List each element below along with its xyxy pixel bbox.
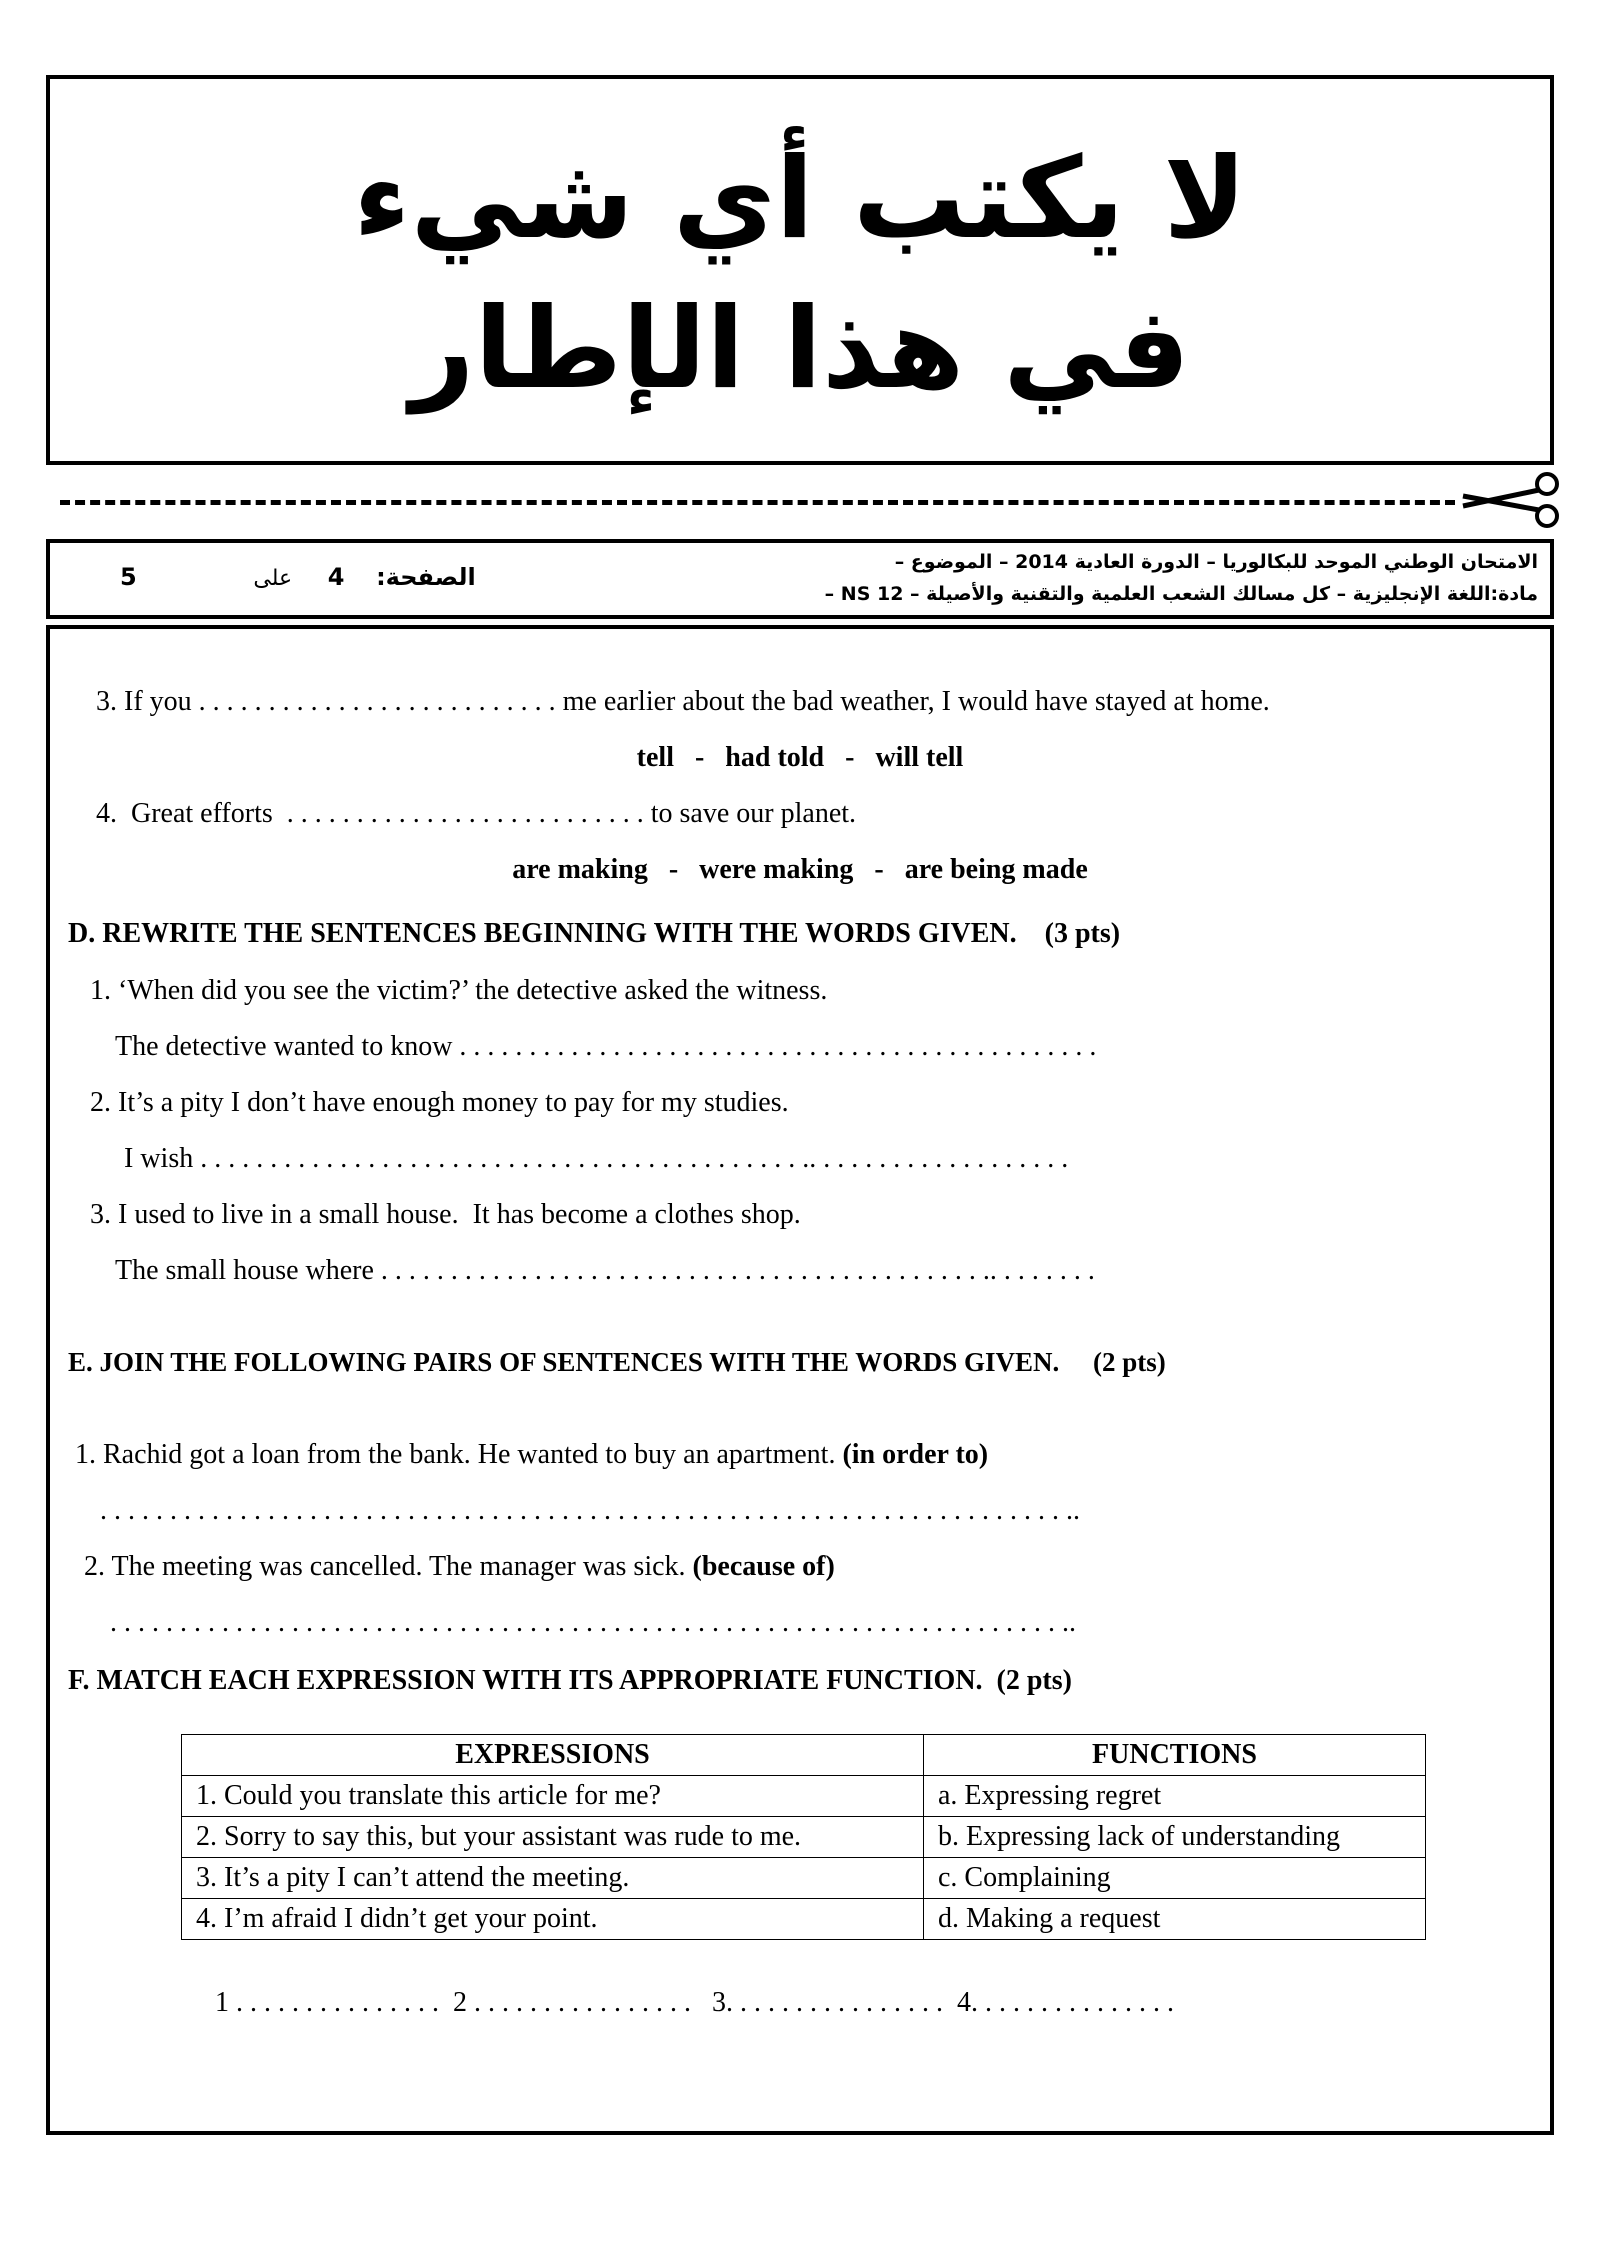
question-e2 bbox=[84, 1553, 835, 1581]
function-cell: d. Making a request bbox=[924, 1899, 1426, 1940]
function-cell: a. Expressing regret bbox=[924, 1776, 1426, 1817]
table-header-expressions: EXPRESSIONS bbox=[182, 1735, 924, 1776]
question-e1-answer: . . . . . . . . . . . . . . . . . . . . . . . . . . . . . . . . . . . . . . . . . . . . . . . . . . . . . . . . . . . . . . . . . . . . . .. bbox=[100, 1495, 1080, 1526]
question-d1: 1. ‘When did you see the victim?’ the detective asked the witness. bbox=[90, 975, 828, 1006]
table-row bbox=[182, 1776, 1426, 1817]
table-header-row bbox=[182, 1735, 1426, 1776]
expression-cell: 3. It’s a pity I can’t attend the meeting. bbox=[182, 1858, 924, 1899]
table-row bbox=[182, 1899, 1426, 1940]
question-d2: 2. It’s a pity I don’t have enough money to pay for my studies. bbox=[90, 1087, 789, 1118]
cut-line bbox=[60, 500, 1455, 505]
table-row bbox=[182, 1817, 1426, 1858]
of-label: على bbox=[253, 566, 293, 591]
page-label: الصفحة: bbox=[376, 563, 476, 591]
exam-header bbox=[46, 539, 1554, 619]
do-not-write-line-2: في هذا الإطار bbox=[410, 284, 1190, 414]
header-exam-title: الامتحان الوطني الموحد للبكالوريا – الدورة العادية 2014 – الموضوع – bbox=[894, 551, 1538, 573]
question-c4-options: are making - were making - are being made bbox=[512, 854, 1088, 885]
page-indicator bbox=[120, 563, 476, 591]
matching-table bbox=[181, 1734, 1426, 1940]
expression-cell: 4. I’m afraid I didn’t get your point. bbox=[182, 1899, 924, 1940]
section-e-title: E. JOIN THE FOLLOWING PAIRS OF SENTENCES WITH THE WORDS GIVEN. (2 pts) bbox=[68, 1347, 1166, 1377]
question-d3: 3. I used to live in a small house. It has become a clothes shop. bbox=[90, 1199, 801, 1230]
question-d1-answer: The detective wanted to know . . . . . . . . . . . . . . . . . . . . . . . . . . . . . . . . . . . . . . . . . . . . . . bbox=[115, 1031, 1097, 1062]
table-row bbox=[182, 1858, 1426, 1899]
question-e2-text: 2. The meeting was cancelled. The manager was sick. bbox=[84, 1551, 693, 1582]
page-number: 4 bbox=[327, 563, 345, 591]
total-pages: 5 bbox=[120, 563, 137, 591]
table-header-functions: FUNCTIONS bbox=[924, 1735, 1426, 1776]
question-d3-answer: The small house where . . . . . . . . . . . . . . . . . . . . . . . . . . . . . . . . . . . . . . . . . . . .. . . . . . . . bbox=[115, 1255, 1095, 1286]
question-e1-text: 1. Rachid got a loan from the bank. He wanted to buy an apartment. bbox=[75, 1439, 843, 1470]
expression-cell: 2. Sorry to say this, but your assistant was rude to me. bbox=[182, 1817, 924, 1858]
do-not-write-line-1: لا يكتب أي شيء bbox=[353, 134, 1247, 264]
question-d2-answer: I wish . . . . . . . . . . . . . . . . . . . . . . . . . . . . . . . . . . . . . . . . . . . .. . . . . . . . . . . . . . . . . . . bbox=[124, 1143, 1069, 1174]
scissors-icon bbox=[1455, 470, 1565, 530]
question-e1-hint: (in order to) bbox=[842, 1439, 989, 1470]
question-c3: 3. If you . . . . . . . . . . . . . . . . . . . . . . . . . . me earlier about the bad weather, I would have stayed at home. bbox=[96, 686, 1270, 717]
header-subject: مادة:اللغة الإنجليزية – كل مسالك الشعب العلمية والتقنية والأصيلة – NS 12 – bbox=[824, 583, 1538, 605]
section-d-title: D. REWRITE THE SENTENCES BEGINNING WITH THE WORDS GIVEN. (3 pts) bbox=[68, 918, 1121, 949]
question-e2-answer: . . . . . . . . . . . . . . . . . . . . . . . . . . . . . . . . . . . . . . . . . . . . . . . . . . . . . . . . . . . . . . . . . . . . .. bbox=[110, 1607, 1076, 1638]
question-c3-options: tell - had told - will tell bbox=[636, 742, 964, 773]
section-f-title: F. MATCH EACH EXPRESSION WITH ITS APPROPRIATE FUNCTION. (2 pts) bbox=[68, 1665, 1072, 1696]
question-e2-hint: (because of) bbox=[692, 1551, 835, 1582]
do-not-write-box bbox=[46, 75, 1554, 465]
matching-answer-line: 1 . . . . . . . . . . . . . . . 2 . . . . . . . . . . . . . . . . 3. . . . . . . . . . . . . . . . 4. . . . . . . . . . . . . . . bbox=[215, 1987, 1174, 2018]
function-cell: b. Expressing lack of understanding bbox=[924, 1817, 1426, 1858]
function-cell: c. Complaining bbox=[924, 1858, 1426, 1899]
question-c4: 4. Great efforts . . . . . . . . . . . . . . . . . . . . . . . . . . to save our planet. bbox=[96, 798, 857, 829]
question-e1 bbox=[75, 1441, 988, 1469]
expression-cell: 1. Could you translate this article for me? bbox=[182, 1776, 924, 1817]
